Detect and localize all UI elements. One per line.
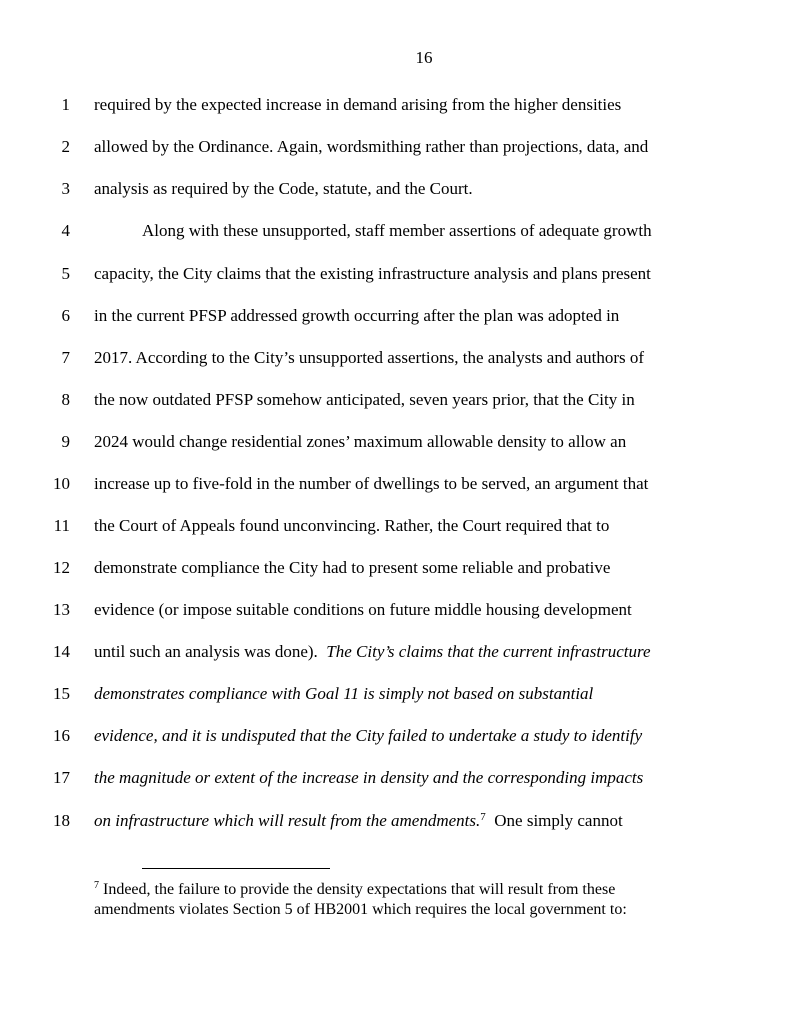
plain-text: until such an analysis was done). <box>94 642 318 661</box>
text-line <box>0 514 800 538</box>
footnote-separator <box>142 868 330 869</box>
footnote-text: Indeed, the failure to provide the density expectations that will result from these <box>103 881 616 898</box>
italic-text: The City’s claims that the current infrastructure <box>326 642 651 661</box>
text-line <box>0 430 800 454</box>
line-text: evidence (or impose suitable conditions on future middle housing development <box>94 600 632 619</box>
footnote-line <box>94 880 734 900</box>
line-text: demonstrate compliance the City had to present some reliable and probative <box>94 558 611 577</box>
line-text <box>94 809 623 833</box>
line-number: 13 <box>53 600 70 619</box>
line-number: 10 <box>53 474 70 493</box>
line-number: 3 <box>61 179 70 198</box>
footnote <box>94 880 734 920</box>
line-text: analysis as required by the Code, statute, and the Court. <box>94 179 473 198</box>
text-line <box>0 93 800 117</box>
footnote-line: amendments violates Section 5 of HB2001 which requires the local government to: <box>94 901 627 918</box>
italic-text: demonstrates compliance with Goal 11 is simply not based on substantial <box>94 684 594 703</box>
line-number: 17 <box>53 768 70 787</box>
line-number: 7 <box>61 348 70 367</box>
line-number: 4 <box>61 221 70 240</box>
line-number: 8 <box>61 390 70 409</box>
italic-text: the magnitude or extent of the increase in density and the corresponding impacts <box>94 768 644 787</box>
text-line <box>0 682 800 706</box>
text-line <box>0 177 800 201</box>
text-line <box>0 262 800 286</box>
line-text: the Court of Appeals found unconvincing. Rather, the Court required that to <box>94 516 610 535</box>
text-line <box>0 766 800 790</box>
line-number: 11 <box>53 516 70 535</box>
line-number: 16 <box>53 726 70 745</box>
line-text: required by the expected increase in demand arising from the higher densities <box>94 95 622 114</box>
line-number: 15 <box>53 684 70 703</box>
page-number: 16 <box>415 48 433 67</box>
text-line <box>0 724 800 748</box>
line-text: the now outdated PFSP somehow anticipated, seven years prior, that the City in <box>94 390 635 409</box>
text-line <box>0 219 800 243</box>
line-text <box>94 640 651 664</box>
text-line <box>0 598 800 622</box>
line-text: allowed by the Ordinance. Again, wordsmithing rather than projections, data, and <box>94 137 649 156</box>
line-text: in the current PFSP addressed growth occurring after the plan was adopted in <box>94 306 620 325</box>
text-line <box>0 472 800 496</box>
line-number: 18 <box>53 811 70 830</box>
footnote-marker: 7 <box>94 880 99 891</box>
line-number: 14 <box>53 642 70 661</box>
line-number: 5 <box>61 264 70 283</box>
text-line <box>0 346 800 370</box>
italic-text: on infrastructure which will result from the amendments. <box>94 811 481 830</box>
text-line <box>0 135 800 159</box>
line-number: 1 <box>61 95 70 114</box>
plain-text: One simply cannot <box>494 811 623 830</box>
line-number: 6 <box>61 306 70 325</box>
line-text: 2024 would change residential zones’ maximum allowable density to allow an <box>94 432 627 451</box>
line-text: increase up to five-fold in the number of dwellings to be served, an argument that <box>94 474 649 493</box>
text-line <box>0 809 800 833</box>
text-line <box>0 388 800 412</box>
text-line <box>0 640 800 664</box>
footnote-reference[interactable]: 7 <box>480 811 486 823</box>
line-text: capacity, the City claims that the existing infrastructure analysis and plans present <box>94 264 651 283</box>
italic-text: evidence, and it is undisputed that the City failed to undertake a study to identify <box>94 726 643 745</box>
line-text: Along with these unsupported, staff member assertions of adequate growth <box>142 221 652 240</box>
line-text: 2017. According to the City’s unsupported assertions, the analysts and authors of <box>94 348 645 367</box>
text-line <box>0 304 800 328</box>
line-number: 2 <box>61 137 70 156</box>
text-line <box>0 556 800 580</box>
line-number: 12 <box>53 558 70 577</box>
line-number: 9 <box>61 432 70 451</box>
